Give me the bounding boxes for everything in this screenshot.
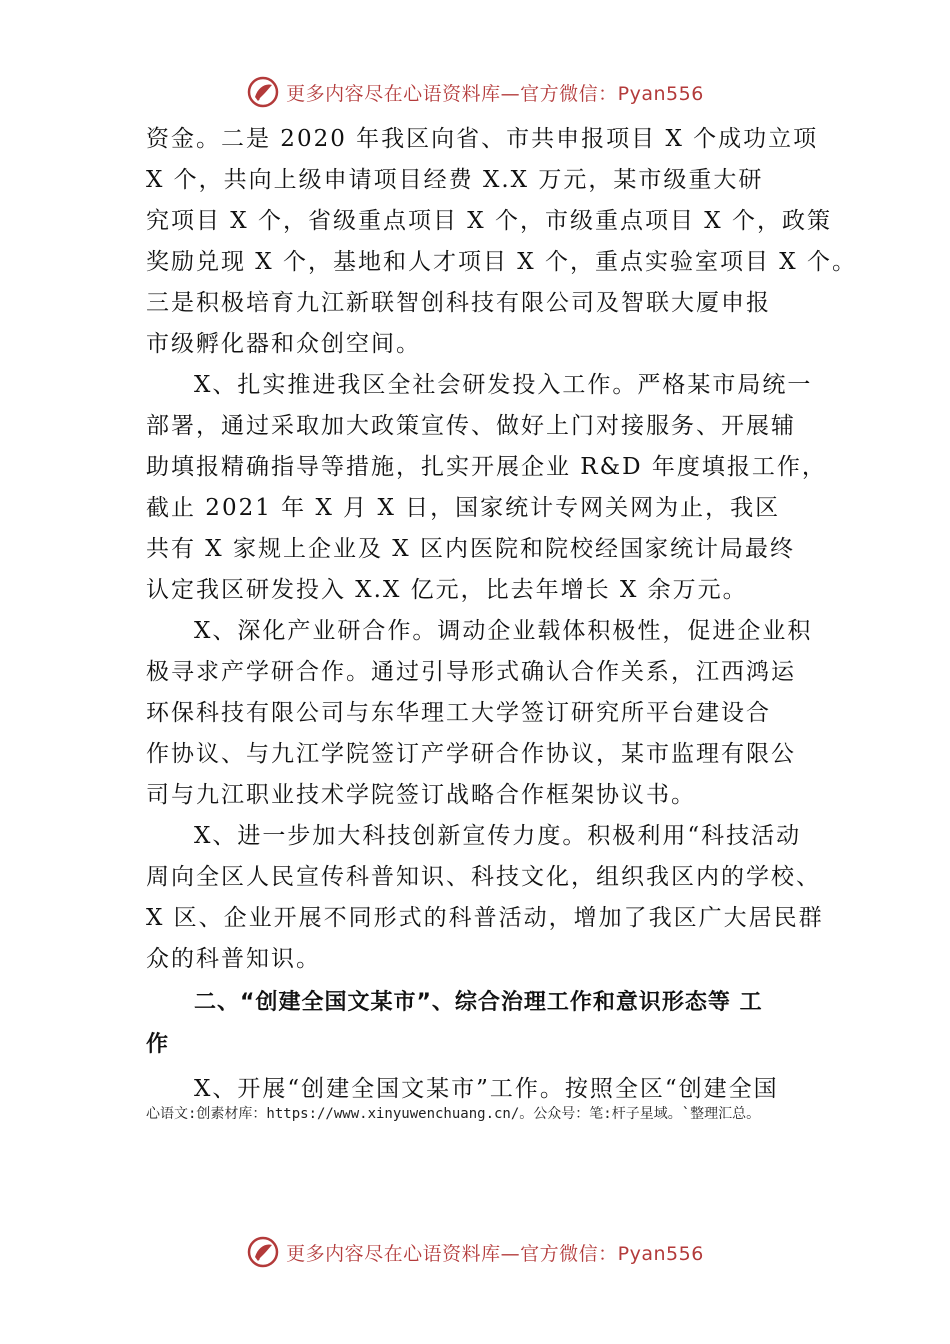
text-line: 资金。二是 2020 年我区向省、市共申报项目 X 个成功立项 xyxy=(146,126,819,152)
text-line: 截止 2021 年 X 月 X 日，国家统计专网关网为止，我区 xyxy=(146,495,781,521)
top-banner xyxy=(0,72,950,112)
text-line: 市级孵化器和众创空间。 xyxy=(146,331,421,357)
text-line: 究项目 X 个，省级重点项目 X 个，市级重点项目 X 个，政策 xyxy=(146,208,832,234)
text-line: 奖励兑现 X 个，基地和人才项目 X 个，重点实验室项目 X 个。 xyxy=(146,249,857,275)
text-line: 众的科普知识。 xyxy=(146,946,321,972)
text-line: 作协议、与九江学院签订产学研合作协议，某市监理有限公 xyxy=(146,741,796,767)
text-line: 极寻求产学研合作。通过引导形式确认合作关系，江西鸿运 xyxy=(146,659,796,685)
text-line: 三是积极培育九江新联智创科技有限公司及智联大厦申报 xyxy=(146,290,771,316)
text-line: X 区、企业开展不同形式的科普活动，增加了我区广大居民群 xyxy=(146,905,824,931)
text-line: 环保科技有限公司与东华理工大学签订研究所平台建设合 xyxy=(146,700,771,726)
text-line: 周向全区人民宣传科普知识、科技文化，组织我区内的学校、 xyxy=(146,864,821,890)
bottom-banner xyxy=(0,1232,950,1272)
source-footnote: 心语文:创素材库：https://www.xinyuwenchuang.cn/。公众号：笔:杆子星域。`整理汇总。 xyxy=(146,1106,761,1122)
section-heading-continued: 作 xyxy=(146,1032,170,1057)
banner-text: 更多内容尽在心语资料库—官方微信：Pyan556 xyxy=(286,82,704,105)
brand-logo-icon xyxy=(246,1235,280,1269)
section-heading: 二、“创建全国文某市”、综合治理工作和意识形态等 工 xyxy=(194,990,763,1015)
text-line: 认定我区研发投入 X.X 亿元，比去年增长 X 余万元。 xyxy=(146,577,748,603)
paragraph-start-line: X、深化产业研合作。调动企业载体积极性，促进企业积 xyxy=(194,618,813,644)
brand-logo-icon xyxy=(246,75,280,109)
text-line: 部署，通过采取加大政策宣传、做好上门对接服务、开展辅 xyxy=(146,413,796,439)
paragraph-start-line: X、开展“创建全国文某市”工作。按照全区“创建全国 xyxy=(194,1076,779,1102)
text-line: X 个，共向上级申请项目经费 X.X 万元，某市级重大研 xyxy=(146,167,764,193)
paragraph-start-line: X、扎实推进我区全社会研发投入工作。严格某市局统一 xyxy=(194,372,813,398)
text-line: 司与九江职业技术学院签订战略合作框架协议书。 xyxy=(146,782,696,808)
banner-text: 更多内容尽在心语资料库—官方微信：Pyan556 xyxy=(286,1242,704,1265)
text-line: 共有 X 家规上企业及 X 区内医院和院校经国家统计局最终 xyxy=(146,536,795,562)
text-line: 助填报精确指导等措施，扎实开展企业 R&D 年度填报工作， xyxy=(146,454,827,480)
paragraph-start-line: X、进一步加大科技创新宣传力度。积极利用“科技活动 xyxy=(194,823,802,849)
